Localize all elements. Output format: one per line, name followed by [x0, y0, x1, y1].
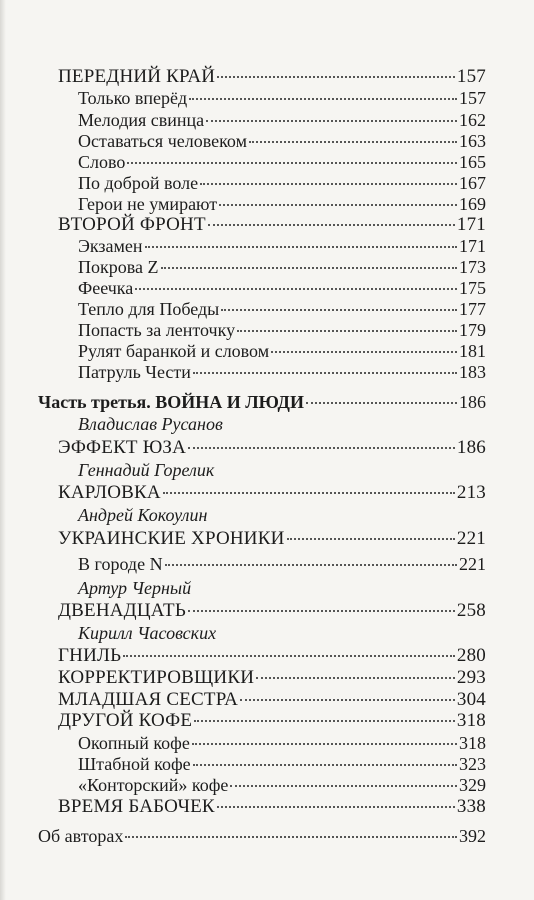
dot-leader — [230, 785, 457, 787]
dot-leader — [271, 351, 457, 353]
dot-leader — [217, 76, 455, 78]
toc-entry-page: 318 — [459, 733, 486, 753]
dot-leader — [200, 183, 457, 185]
toc-entry-title: Слово — [78, 152, 126, 172]
toc-entry[interactable] — [0, 173, 486, 194]
toc-entry-title: КОРРЕКТИРОВЩИКИ — [58, 667, 255, 688]
toc-entry-title: ВРЕМЯ БАБОЧЕК — [58, 796, 215, 817]
dot-leader — [217, 806, 455, 808]
toc-entry[interactable] — [0, 88, 486, 109]
toc-entry-section[interactable] — [0, 689, 486, 711]
dot-leader — [123, 655, 455, 657]
toc-entry-page: 181 — [459, 341, 486, 361]
dot-leader — [256, 677, 455, 679]
toc-entry-title: ПЕРЕДНИЙ КРАЙ — [58, 66, 216, 87]
toc-entry-title: ЭФФЕКТ ЮЗА — [58, 437, 187, 458]
toc-entry-page: 221 — [459, 554, 486, 574]
dot-leader — [188, 610, 455, 612]
toc-entry-page: 304 — [456, 689, 486, 710]
toc-entry-page: 179 — [459, 320, 486, 340]
toc-entry[interactable] — [0, 554, 486, 575]
toc-entry-page: 169 — [459, 194, 486, 214]
dot-leader — [161, 267, 458, 269]
dot-leader — [194, 720, 455, 722]
dot-leader — [208, 224, 455, 226]
toc-entry-page: 213 — [456, 482, 486, 503]
toc-entry-page: 318 — [456, 710, 486, 731]
dot-leader — [189, 98, 457, 100]
toc-entry-page: 171 — [459, 236, 486, 256]
author-name: Кирилл Часовских — [78, 623, 217, 643]
toc-entry-page: 167 — [459, 173, 486, 193]
toc-entry-title: Рулят баранкой и словом — [78, 341, 270, 361]
toc-entry[interactable] — [0, 754, 486, 775]
toc-entry-title: Попасть за ленточку — [78, 320, 236, 340]
toc-entry-title: УКРАИНСКИЕ ХРОНИКИ — [58, 528, 285, 549]
toc-entry-page: 329 — [459, 775, 486, 795]
toc-entry-title: ДРУГОЙ КОФЕ — [58, 710, 193, 731]
toc-entry-title: Тепло для Победы — [78, 299, 220, 319]
toc-entry-page: 338 — [456, 796, 486, 817]
dot-leader — [240, 699, 455, 701]
toc-entry-title: Покрова Z — [78, 257, 159, 277]
toc-entry[interactable] — [0, 299, 486, 320]
toc-entry-page: 171 — [456, 214, 486, 235]
toc-entry-title: «Конторский» кофе — [78, 775, 229, 795]
dot-leader — [145, 246, 457, 248]
dot-leader — [193, 764, 457, 766]
toc-entry-title: ГНИЛЬ — [58, 645, 122, 666]
toc-entry-section[interactable] — [0, 437, 486, 459]
toc-entry[interactable] — [0, 278, 486, 299]
toc-entry-section[interactable] — [0, 66, 486, 88]
dot-leader — [287, 538, 455, 540]
toc-entry-page: 186 — [459, 392, 486, 412]
toc-entry-title: Окопный кофе — [78, 733, 190, 753]
toc-entry-section[interactable] — [0, 482, 486, 504]
toc-entry-title: По доброй воле — [78, 173, 199, 193]
toc-entry[interactable] — [0, 236, 486, 257]
toc-entry-part[interactable] — [0, 392, 486, 413]
toc-entry[interactable] — [0, 152, 486, 173]
toc-entry-page: 157 — [459, 88, 486, 108]
toc-entry-page: 323 — [459, 754, 486, 774]
author-name: Владислав Русанов — [78, 414, 223, 434]
toc-entry[interactable] — [0, 110, 486, 131]
toc-entry[interactable] — [0, 131, 486, 152]
dot-leader — [127, 162, 457, 164]
dot-leader — [163, 492, 455, 494]
toc-entry-page: 221 — [456, 528, 486, 549]
toc-entry-page: 293 — [456, 667, 486, 688]
toc-entry-page: 163 — [459, 131, 486, 151]
toc-entry-title: Оставаться человеком — [78, 131, 247, 151]
toc-entry-title: МЛАДШАЯ СЕСТРА — [58, 689, 238, 710]
toc-entry-page: 280 — [456, 645, 486, 666]
toc-entry-page: 173 — [459, 257, 486, 277]
toc-entry-part[interactable] — [0, 826, 486, 847]
dot-leader — [219, 204, 457, 206]
dot-leader — [237, 330, 457, 332]
toc-entry-section[interactable] — [0, 528, 486, 550]
author-name: Геннадий Горелик — [78, 460, 215, 480]
dot-leader — [188, 447, 455, 449]
toc-entry-title: КАРЛОВКА — [58, 482, 161, 503]
toc-entry-title: Герои не умирают — [78, 194, 218, 214]
toc-entry-title: Только вперёд — [78, 88, 188, 108]
toc-entry-section[interactable] — [0, 667, 486, 689]
dot-leader — [125, 836, 457, 838]
toc-entry-page: 258 — [456, 600, 486, 621]
dot-leader — [249, 141, 457, 143]
dot-leader — [192, 743, 457, 745]
toc-entry-page: 177 — [459, 299, 486, 319]
toc-entry[interactable] — [0, 320, 486, 341]
toc-entry-page: 392 — [459, 826, 486, 846]
toc-entry[interactable] — [0, 775, 486, 796]
dot-leader — [165, 564, 457, 566]
toc-entry-section[interactable] — [0, 645, 486, 667]
toc-entry-page: 183 — [459, 362, 486, 382]
toc-entry-title: ВТОРОЙ ФРОНТ — [58, 214, 206, 235]
dot-leader — [221, 309, 457, 311]
toc-entry-section[interactable] — [0, 710, 486, 732]
author-name: Андрей Кокоулин — [78, 505, 208, 525]
toc-entry-page: 186 — [456, 437, 486, 458]
dot-leader — [135, 288, 457, 290]
toc-entry-page: 165 — [459, 152, 486, 172]
dot-leader — [306, 402, 457, 404]
toc-entry[interactable] — [0, 194, 486, 215]
toc-entry-title: Феечка — [78, 278, 134, 298]
toc-entry[interactable] — [0, 257, 486, 278]
author-name: Артур Черный — [78, 578, 192, 598]
toc-entry[interactable] — [0, 362, 486, 383]
toc-entry[interactable] — [0, 341, 486, 362]
toc-entry-section[interactable] — [0, 600, 486, 622]
toc-entry-title: ДВЕНАДЦАТЬ — [58, 600, 186, 621]
toc-entry-page: 162 — [459, 110, 486, 130]
toc-entry-section[interactable] — [0, 214, 486, 236]
toc-entry-section[interactable] — [0, 796, 486, 818]
toc-entry-title: В городе N — [78, 554, 163, 574]
dot-leader — [193, 372, 457, 374]
toc-entry-page: 175 — [459, 278, 486, 298]
dot-leader — [206, 120, 457, 122]
toc-entry-page: 157 — [456, 66, 486, 87]
toc-entry-title: Штабной кофе — [78, 754, 191, 774]
toc-entry-title: Часть третья. ВОЙНА И ЛЮДИ — [38, 392, 304, 412]
toc-entry-title: Об авторах — [38, 826, 124, 846]
toc-entry-title: Патруль Чести — [78, 362, 191, 382]
toc-entry[interactable] — [0, 733, 486, 754]
toc-entry-title: Мелодия свинца — [78, 110, 205, 130]
toc-entry-title: Экзамен — [78, 236, 143, 256]
